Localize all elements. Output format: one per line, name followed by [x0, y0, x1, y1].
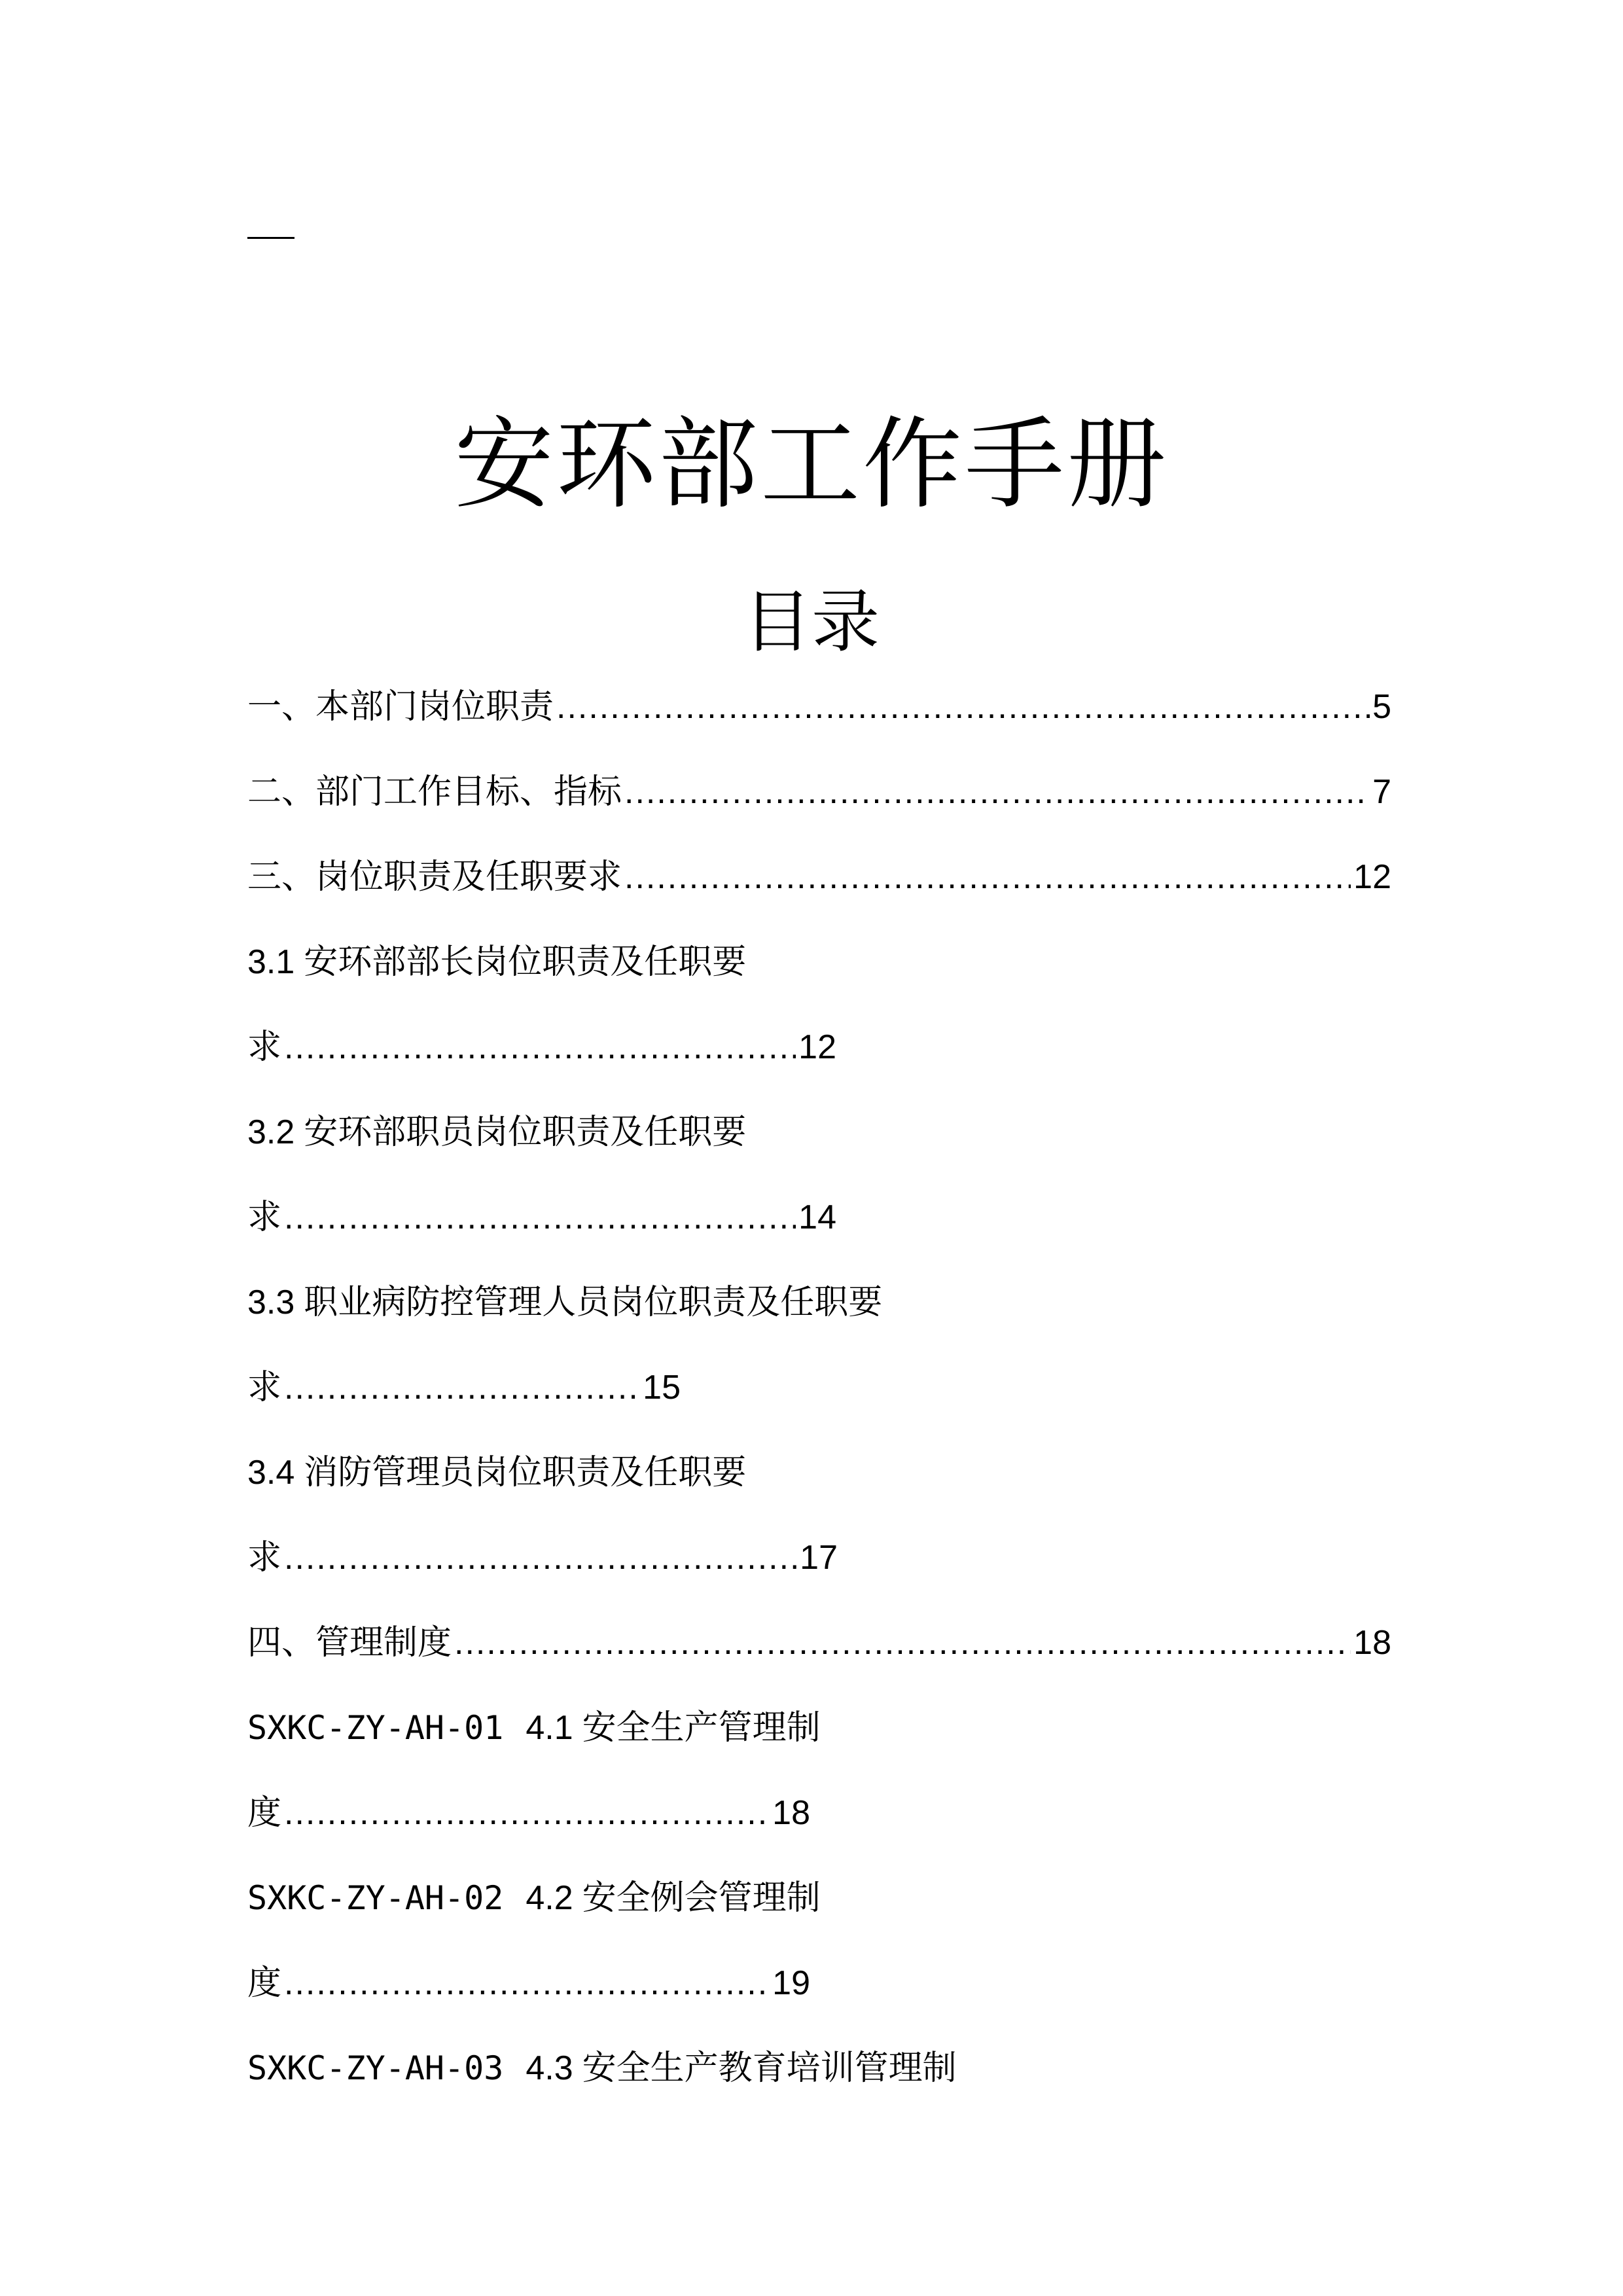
toc-entry-text: 二、部门工作目标、指标: [247, 772, 622, 812]
toc-entry-text: 安环部职员岗位职责及任职要: [304, 1113, 747, 1152]
toc-entry-continuation[interactable]: [247, 1021, 836, 1073]
toc-entry[interactable]: [247, 2042, 957, 2094]
toc-entry-text: 安环部部长岗位职责及任职要: [304, 942, 747, 982]
toc-entry[interactable]: [247, 1702, 821, 1754]
toc-leader: [284, 1361, 640, 1414]
toc-entry-continuation[interactable]: [247, 1532, 838, 1584]
toc-leader: [284, 1532, 797, 1584]
toc-page-number: 12: [1353, 858, 1391, 896]
toc-section-number: 4.2: [526, 1879, 573, 1917]
toc-leader: [284, 1957, 770, 2009]
toc-entry-text-cont: 求: [247, 1198, 282, 1237]
document-title: 安环部工作手册: [454, 406, 1169, 522]
toc-page-number: 12: [798, 1028, 836, 1066]
toc-section-number: 3.1: [247, 943, 295, 981]
toc-page-number: 7: [1372, 773, 1391, 811]
toc-entry-text: 四、管理制度: [247, 1623, 452, 1662]
toc-section-number: 4.1: [526, 1709, 573, 1747]
toc-page-number: 14: [798, 1198, 836, 1236]
toc-section-number: 3.4: [247, 1454, 295, 1492]
toc-page-number: 5: [1372, 688, 1391, 726]
toc-section-number: 4.3: [526, 2049, 573, 2087]
toc-entry[interactable]: [247, 1872, 821, 1924]
toc-entry-text: 消防管理员岗位职责及任职要: [304, 1453, 747, 1492]
toc-entry-text-cont: 度: [247, 1793, 282, 1833]
toc-entry-text: 安全生产管理制: [582, 1708, 821, 1748]
toc-entry[interactable]: [247, 681, 1391, 733]
toc-entry-text-cont: 求: [247, 1538, 282, 1577]
toc-entry[interactable]: [247, 1617, 1391, 1669]
toc-entry[interactable]: [247, 1446, 746, 1499]
toc-entry-text: 一、本部门岗位职责: [247, 687, 554, 726]
toc-entry[interactable]: [247, 851, 1391, 903]
toc-entry-text: 三、岗位职责及任职要求: [247, 857, 622, 897]
toc-page-number: 19: [772, 1964, 810, 2002]
toc-entry-continuation[interactable]: [247, 1957, 810, 2009]
toc-leader: [624, 766, 1370, 818]
toc-document-code: SXKC-ZY-AH-03: [247, 2049, 504, 2087]
header-dash: [247, 237, 294, 239]
toc-entry-text-cont: 求: [247, 1368, 282, 1407]
toc-page-number: 18: [772, 1794, 810, 1832]
toc-document-code: SXKC-ZY-AH-01: [247, 1709, 504, 1747]
toc-entry-continuation[interactable]: [247, 1361, 681, 1414]
toc-entry[interactable]: [247, 936, 746, 988]
toc-leader: [284, 1191, 796, 1244]
toc-page-number: 15: [643, 1369, 681, 1407]
toc-entry-text: 安全例会管理制: [582, 1878, 821, 1918]
toc-leader: [284, 1787, 770, 1839]
toc-entry-continuation[interactable]: [247, 1787, 810, 1839]
toc-entry-continuation[interactable]: [247, 1191, 836, 1244]
toc-entry[interactable]: [247, 1276, 882, 1329]
toc-entry-text: 安全生产教育培训管理制: [582, 2049, 957, 2088]
toc-document-code: SXKC-ZY-AH-02: [247, 1879, 504, 1917]
toc-leader: [624, 851, 1351, 903]
toc-entry[interactable]: [247, 1106, 746, 1158]
toc-section-number: 3.3: [247, 1283, 295, 1321]
toc-page-number: 17: [800, 1539, 838, 1577]
toc-entry-text: 职业病防控管理人员岗位职责及任职要: [304, 1283, 883, 1322]
toc-leader: [454, 1617, 1351, 1669]
toc-entry-text-cont: 求: [247, 1028, 282, 1067]
toc-leader: [284, 1021, 796, 1073]
toc-page-number: 18: [1353, 1624, 1391, 1662]
toc-section-number: 3.2: [247, 1113, 295, 1151]
toc-heading: 目录: [743, 582, 880, 662]
toc-entry-text-cont: 度: [247, 1964, 282, 2003]
toc-entry[interactable]: [247, 766, 1391, 818]
toc-leader: [556, 681, 1370, 733]
